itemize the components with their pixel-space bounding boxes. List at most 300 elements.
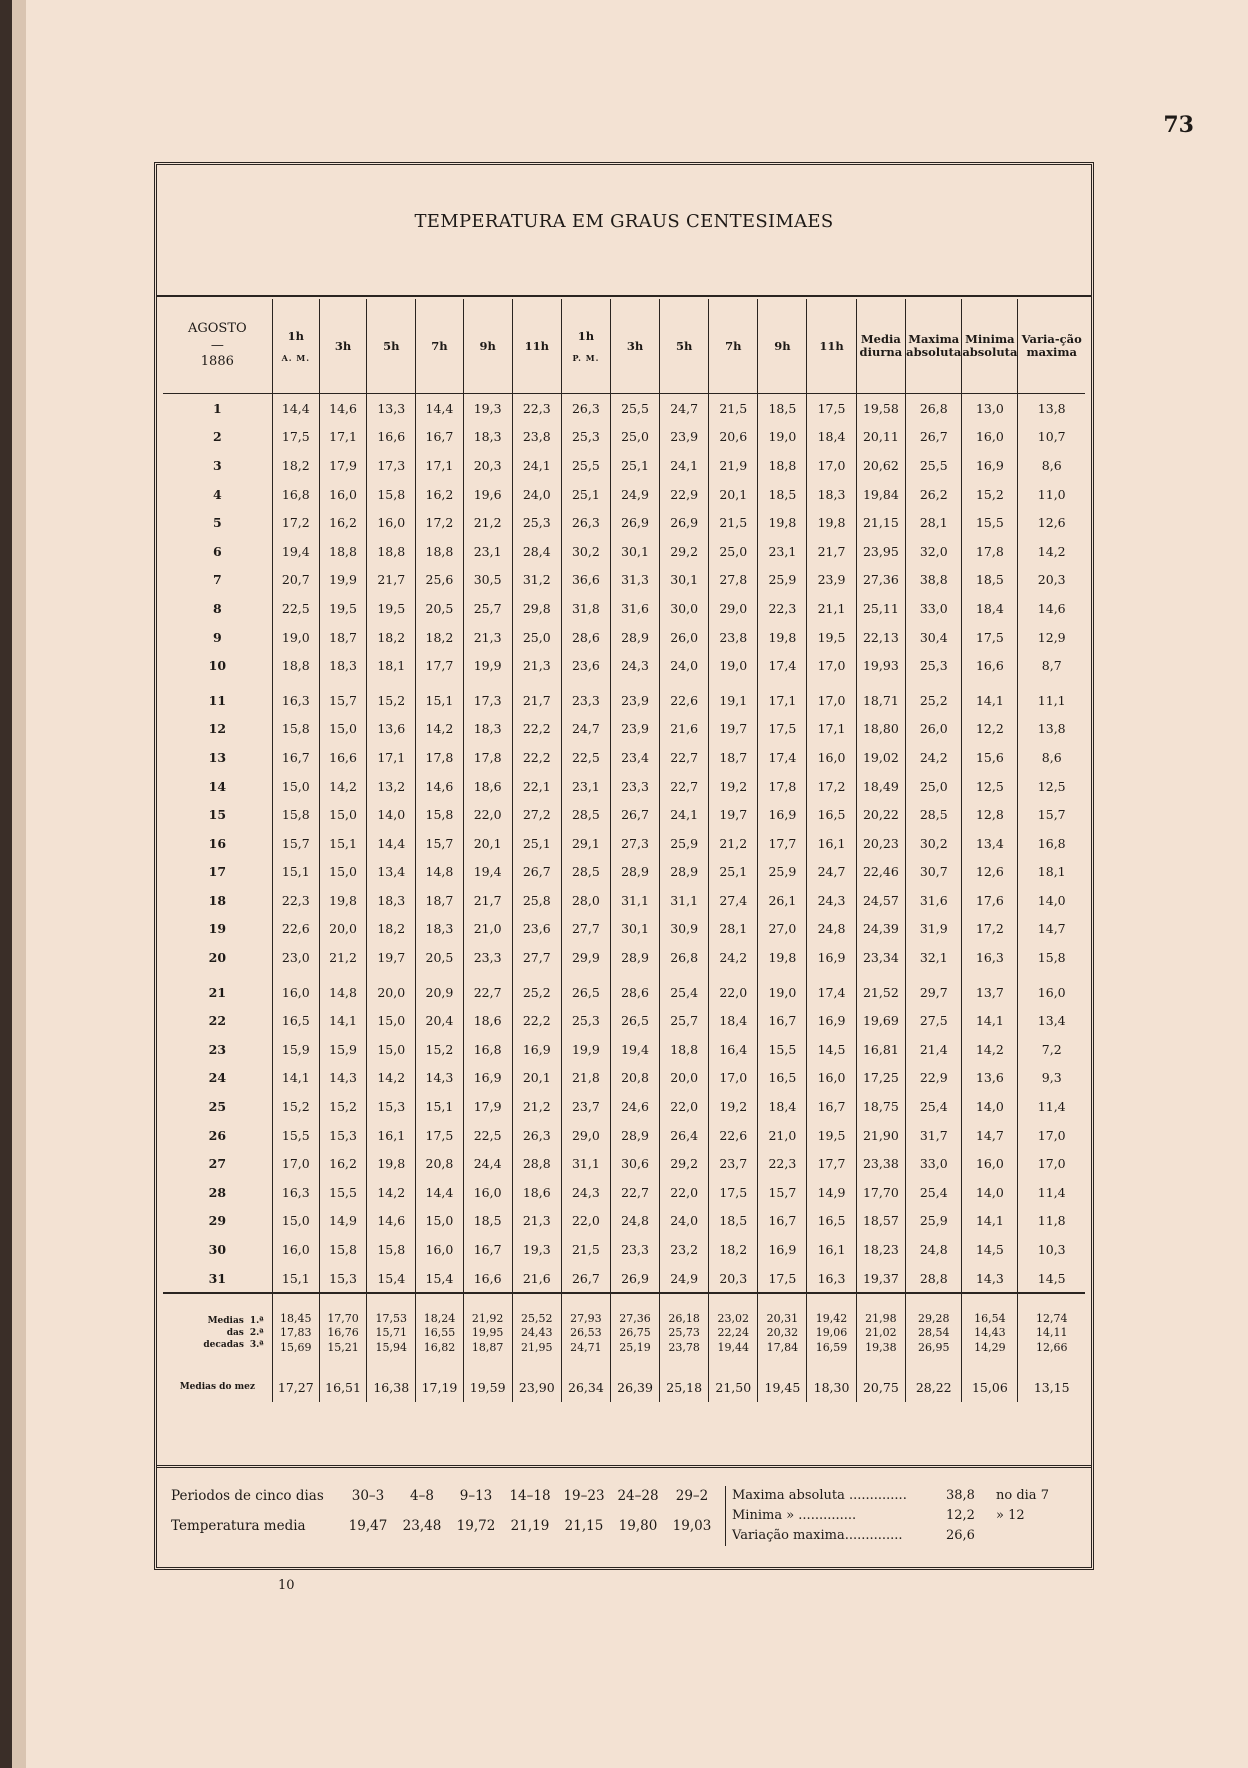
table-cell: 28,9 — [610, 1121, 659, 1150]
table-cell: 22,0 — [561, 1207, 610, 1236]
decade-mean-value: 18,24 — [423, 1311, 456, 1325]
decade-mean-value: 14,43 — [974, 1326, 1006, 1340]
table-cell: 28,5 — [561, 800, 610, 829]
table-cell: 18,3 — [416, 915, 463, 944]
table-cell: 22,9 — [660, 480, 709, 509]
table-cell: 16,9 — [962, 451, 1018, 480]
temp-media-row — [171, 1518, 719, 1534]
table-cell: 32,1 — [906, 943, 962, 972]
decade-mean-value: 16,82 — [423, 1340, 456, 1354]
table-cell: 17,0 — [1018, 1149, 1085, 1178]
table-cell: 15,2 — [272, 1092, 319, 1121]
table-cell: 14,6 — [416, 772, 463, 801]
table-cell: 11,1 — [1018, 686, 1085, 715]
table-cell: 14,2 — [962, 1035, 1018, 1064]
table-cell: 16,2 — [416, 480, 463, 509]
table-cell: 19,6 — [463, 480, 512, 509]
table-row — [163, 886, 1085, 915]
table-cell: 17,25 — [856, 1064, 906, 1093]
table-cell: 23,3 — [610, 772, 659, 801]
table-cell: 21,2 — [512, 1092, 561, 1121]
table-cell: 22,46 — [856, 858, 906, 887]
table-cell: 27,5 — [906, 1006, 962, 1035]
table-cell: 25,0 — [709, 537, 758, 566]
am-label: A. M. — [281, 353, 311, 363]
table-cell: 16,7 — [272, 743, 319, 772]
table-cell: 13,2 — [367, 772, 416, 801]
table-cell: 25,5 — [610, 394, 659, 423]
table-cell: 26,0 — [906, 715, 962, 744]
decade-means-label — [163, 1293, 272, 1372]
table-row — [163, 1121, 1085, 1150]
table-cell: 27,3 — [610, 829, 659, 858]
table-cell: 24,7 — [660, 394, 709, 423]
month-mean-cell: 15,06 — [962, 1372, 1018, 1402]
table-cell: 18,1 — [1018, 858, 1085, 887]
table-cell: 10,7 — [1018, 423, 1085, 452]
decade-means-cell — [906, 1293, 962, 1372]
table-row — [163, 1178, 1085, 1207]
decade-mean-value: 18,45 — [280, 1311, 312, 1325]
hour-header: 1h A. M. — [272, 299, 319, 394]
table-cell: 23,7 — [561, 1092, 610, 1121]
table-cell: 20 — [208, 950, 227, 966]
table-row — [163, 1006, 1085, 1035]
decade-mean-value: 19,38 — [865, 1340, 897, 1354]
table-cell: 31,6 — [610, 594, 659, 623]
table-cell: 14,9 — [319, 1207, 366, 1236]
decade-mean-value: 27,93 — [570, 1311, 602, 1325]
table-cell: 15,0 — [319, 858, 366, 887]
table-cell: 15,4 — [416, 1264, 463, 1294]
table-cell: 15,1 — [416, 686, 463, 715]
table-cell: 25,7 — [463, 594, 512, 623]
table-cell: 13,6 — [962, 1064, 1018, 1093]
table-cell: 18,8 — [660, 1035, 709, 1064]
table-cell: 21,3 — [512, 1207, 561, 1236]
table-cell: 21,7 — [367, 566, 416, 595]
decade-mean-value: 17,53 — [375, 1311, 408, 1325]
table-cell: 21,0 — [758, 1121, 807, 1150]
table-cell: 19,3 — [512, 1235, 561, 1264]
month-mean-cell: 26,39 — [610, 1372, 659, 1402]
table-cell: 28,9 — [610, 858, 659, 887]
page-edge — [12, 0, 26, 1768]
table-cell: 17,4 — [758, 651, 807, 680]
maxima-absoluta-header: Maxima absoluta — [906, 299, 962, 394]
hour-header: 3h — [610, 299, 659, 394]
table-cell: 16,9 — [758, 800, 807, 829]
table-cell: 17,5 — [758, 715, 807, 744]
table-cell: 17,9 — [463, 1092, 512, 1121]
table-cell: 17,2 — [416, 508, 463, 537]
table-cell: 22,0 — [463, 800, 512, 829]
table-cell: 14,2 — [319, 772, 366, 801]
temp-media-value: 21,15 — [564, 1518, 604, 1534]
table-cell: 14,0 — [962, 1092, 1018, 1121]
table-cell: 31 — [208, 1270, 227, 1286]
table-cell: 31,1 — [660, 886, 709, 915]
table-cell: 28,1 — [906, 508, 962, 537]
table-cell: 16,0 — [807, 743, 856, 772]
table-cell: 15,9 — [272, 1035, 319, 1064]
table-cell: 9,3 — [1018, 1064, 1085, 1093]
table-cell: 21,7 — [512, 686, 561, 715]
table-cell: 17,8 — [962, 537, 1018, 566]
table-cell: 25,1 — [512, 829, 561, 858]
table-cell: 24,2 — [906, 743, 962, 772]
table-cell: 24,7 — [807, 858, 856, 887]
table-cell: 15,3 — [319, 1121, 366, 1150]
table-row — [163, 423, 1085, 452]
table-cell: 16,0 — [807, 1064, 856, 1093]
table-row — [163, 651, 1085, 680]
table-cell: 16,9 — [807, 943, 856, 972]
table-cell: 30,6 — [610, 1149, 659, 1178]
table-cell: 20,4 — [416, 1006, 463, 1035]
decade-mean-value: 12,66 — [1035, 1340, 1068, 1354]
table-cell: 14,3 — [416, 1064, 463, 1093]
table-cell: 14,0 — [1018, 886, 1085, 915]
table-cell: 18,80 — [856, 715, 906, 744]
table-cell: 15,4 — [367, 1264, 416, 1294]
table-cell: 16,4 — [709, 1035, 758, 1064]
table-cell: 19,7 — [709, 715, 758, 744]
decade-mean-value: 21,98 — [865, 1311, 897, 1325]
temp-media-value: 19,72 — [456, 1518, 496, 1534]
table-cell: 17,5 — [758, 1264, 807, 1294]
table-cell: 14,1 — [962, 1006, 1018, 1035]
table-cell: 12,2 — [962, 715, 1018, 744]
table-cell: 17,70 — [856, 1178, 906, 1207]
period-value: 30–3 — [351, 1488, 385, 1504]
table-cell: 15,9 — [319, 1035, 366, 1064]
table-cell: 28,9 — [660, 858, 709, 887]
table-cell: 17,0 — [709, 1064, 758, 1093]
table-cell: 20,3 — [463, 451, 512, 480]
table-cell: 19,0 — [758, 423, 807, 452]
table-cell: 23,9 — [660, 423, 709, 452]
table-cell: 17,1 — [367, 743, 416, 772]
table-cell: 25,0 — [610, 423, 659, 452]
table-cell: 27,8 — [709, 566, 758, 595]
table-cell: 28,1 — [709, 915, 758, 944]
table-cell: 21,3 — [463, 623, 512, 652]
table-cell: 26,8 — [660, 943, 709, 972]
table-cell: 18,2 — [367, 915, 416, 944]
month-dash: — — [210, 337, 224, 353]
table-cell: 31,9 — [906, 915, 962, 944]
table-cell: 16,3 — [807, 1264, 856, 1294]
table-cell: 18,6 — [463, 772, 512, 801]
table-cell: 8,7 — [1018, 651, 1085, 680]
table-row — [163, 686, 1085, 715]
table-cell: 20,9 — [416, 978, 463, 1007]
table-cell: 20,8 — [416, 1149, 463, 1178]
table-cell: 9 — [212, 629, 222, 645]
table-cell: 17,5 — [416, 1121, 463, 1150]
hour-header: 11h — [512, 299, 561, 394]
table-cell: 20,22 — [856, 800, 906, 829]
table-row — [163, 508, 1085, 537]
table-cell: 31,3 — [610, 566, 659, 595]
sheet-number: 10 — [278, 1578, 295, 1593]
table-cell: 16,7 — [758, 1006, 807, 1035]
table-cell: 11,0 — [1018, 480, 1085, 509]
table-cell: 21 — [208, 984, 227, 1000]
decade-mean-value: 25,73 — [668, 1326, 700, 1340]
table-cell: 17,0 — [1018, 1121, 1085, 1150]
table-row — [163, 537, 1085, 566]
temp-media-value: 23,48 — [402, 1518, 442, 1534]
table-cell: 25,6 — [416, 566, 463, 595]
table-cell: 28,9 — [610, 623, 659, 652]
table-cell: 14,1 — [272, 1064, 319, 1093]
table-cell: 18,49 — [856, 772, 906, 801]
table-cell: 29,8 — [512, 594, 561, 623]
table-cell: 25,5 — [561, 451, 610, 480]
table-cell: 19,02 — [856, 743, 906, 772]
table-cell: 12,8 — [962, 800, 1018, 829]
table-cell: 25,1 — [610, 451, 659, 480]
table-cell: 14,5 — [1018, 1264, 1085, 1294]
table-cell: 24,4 — [463, 1149, 512, 1178]
table-cell: 20,7 — [272, 566, 319, 595]
decade-mean-value: 23,02 — [717, 1311, 750, 1325]
table-cell: 19,1 — [709, 686, 758, 715]
table-cell: 18,4 — [758, 1092, 807, 1121]
table-cell: 29,1 — [561, 829, 610, 858]
table-cell: 28 — [208, 1184, 227, 1200]
table-cell: 23,0 — [272, 943, 319, 972]
table-cell: 16,6 — [319, 743, 366, 772]
table-cell: 15,1 — [272, 1264, 319, 1294]
table-cell: 30,4 — [906, 623, 962, 652]
table-cell: 15,8 — [272, 800, 319, 829]
table-cell: 29,7 — [906, 978, 962, 1007]
table-cell: 22,2 — [512, 1006, 561, 1035]
table-cell: 15,8 — [1018, 943, 1085, 972]
table-cell: 28,6 — [610, 978, 659, 1007]
table-cell: 36,6 — [561, 566, 610, 595]
hour-header: 11h — [807, 299, 856, 394]
table-cell: 14,5 — [962, 1235, 1018, 1264]
table-cell: 26,9 — [660, 508, 709, 537]
table-cell: 31,2 — [512, 566, 561, 595]
table-cell: 19,58 — [856, 394, 906, 423]
table-cell: 27,2 — [512, 800, 561, 829]
table-cell: 19,2 — [709, 1092, 758, 1121]
table-cell: 25,1 — [709, 858, 758, 887]
period-value: 29–2 — [675, 1488, 709, 1504]
table-cell: 16,5 — [807, 1207, 856, 1236]
table-cell: 14,2 — [367, 1178, 416, 1207]
table-cell: 16,0 — [962, 1149, 1018, 1178]
table-cell: 18,5 — [463, 1207, 512, 1236]
decade-mean-value: 12,74 — [1035, 1311, 1068, 1325]
table-cell: 10 — [208, 658, 227, 674]
hour-header: 9h — [463, 299, 512, 394]
table-cell: 14,7 — [962, 1121, 1018, 1150]
table-row — [163, 451, 1085, 480]
table-cell: 15,1 — [272, 858, 319, 887]
table-cell: 20,1 — [709, 480, 758, 509]
table-cell: 29,0 — [561, 1121, 610, 1150]
table-cell: 20,5 — [416, 943, 463, 972]
table-cell: 15,8 — [367, 480, 416, 509]
title-box — [157, 165, 1091, 297]
table-cell: 21,5 — [709, 394, 758, 423]
table-cell: 21,2 — [319, 943, 366, 972]
table-cell: 19,0 — [758, 978, 807, 1007]
table-cell: 18,8 — [758, 451, 807, 480]
table-cell: 16,5 — [272, 1006, 319, 1035]
table-cell: 25,2 — [512, 978, 561, 1007]
table-cell: 24,8 — [906, 1235, 962, 1264]
decade-means-cell — [1018, 1293, 1085, 1372]
table-cell: 15,7 — [319, 686, 366, 715]
table-cell: 22,1 — [512, 772, 561, 801]
table-cell: 30,5 — [463, 566, 512, 595]
table-cell: 24,39 — [856, 915, 906, 944]
table-cell: 18,6 — [512, 1178, 561, 1207]
table-cell: 15,2 — [367, 686, 416, 715]
table-cell: 16,0 — [272, 1235, 319, 1264]
table-cell: 24,0 — [660, 1207, 709, 1236]
table-cell: 16,7 — [807, 1092, 856, 1121]
decade-means-cell — [610, 1293, 659, 1372]
table-cell: 21,15 — [856, 508, 906, 537]
table-row — [163, 1264, 1085, 1294]
table-row — [163, 772, 1085, 801]
temp-media-label: Temperatura media — [171, 1518, 306, 1534]
table-cell: 19,8 — [807, 508, 856, 537]
table-cell: 14,6 — [367, 1207, 416, 1236]
table-cell: 16,1 — [807, 829, 856, 858]
decade-mean-value: 17,84 — [766, 1340, 799, 1354]
table-cell: 15,8 — [367, 1235, 416, 1264]
decade-mean-value: 26,75 — [619, 1326, 651, 1340]
table-cell: 24,7 — [561, 715, 610, 744]
table-cell: 31,1 — [610, 886, 659, 915]
table-cell: 25,5 — [906, 451, 962, 480]
table-cell: 14,7 — [1018, 915, 1085, 944]
footer-summary — [157, 1465, 1091, 1568]
table-cell: 21,8 — [561, 1064, 610, 1093]
table-row — [163, 1207, 1085, 1236]
table-cell: 26,7 — [906, 423, 962, 452]
table-cell: 12,6 — [962, 858, 1018, 887]
table-cell: 21,90 — [856, 1121, 906, 1150]
decade-mean-value: 17,83 — [280, 1326, 312, 1340]
table-cell: 13 — [208, 749, 227, 765]
table-cell: 22,3 — [272, 886, 319, 915]
table-cell: 22,0 — [660, 1178, 709, 1207]
table-cell: 16,0 — [367, 508, 416, 537]
table-row — [163, 978, 1085, 1007]
table-cell: 17,1 — [758, 686, 807, 715]
table-cell: 29,9 — [561, 943, 610, 972]
table-cell: 15,8 — [319, 1235, 366, 1264]
table-cell: 14,2 — [416, 715, 463, 744]
table-cell: 18,2 — [416, 623, 463, 652]
table-cell: 21,1 — [807, 594, 856, 623]
table-cell: 29,0 — [709, 594, 758, 623]
decade-mean-value: 15,69 — [280, 1340, 312, 1354]
decade-mean-value: 24,43 — [521, 1326, 553, 1340]
table-cell: 25,9 — [906, 1207, 962, 1236]
table-cell: 14,6 — [319, 394, 366, 423]
table-cell: 25,3 — [561, 1006, 610, 1035]
table-cell: 14,2 — [1018, 537, 1085, 566]
table-cell: 25,3 — [512, 508, 561, 537]
table-cell: 3 — [212, 457, 222, 473]
table-cell: 15,5 — [758, 1035, 807, 1064]
table-cell: 25,7 — [660, 1006, 709, 1035]
table-cell: 24,1 — [660, 800, 709, 829]
table-cell: 17,5 — [272, 423, 319, 452]
table-row — [163, 858, 1085, 887]
table-cell: 21,7 — [807, 537, 856, 566]
table-cell: 18,1 — [367, 651, 416, 680]
table-cell: 19,8 — [758, 623, 807, 652]
table-cell: 24,2 — [709, 943, 758, 972]
table-cell: 21,3 — [512, 651, 561, 680]
table-cell: 23,2 — [660, 1235, 709, 1264]
decade-mean-value: 27,36 — [619, 1311, 651, 1325]
table-cell: 22,7 — [660, 772, 709, 801]
table-cell: 14,4 — [416, 1178, 463, 1207]
table-cell: 19,69 — [856, 1006, 906, 1035]
table-cell: 25,4 — [906, 1178, 962, 1207]
table-cell: 22,0 — [709, 978, 758, 1007]
table-cell: 15,0 — [272, 772, 319, 801]
month-mean-cell: 20,75 — [856, 1372, 906, 1402]
table-cell: 19,9 — [319, 566, 366, 595]
table-cell: 14,8 — [319, 978, 366, 1007]
table-cell: 23,9 — [610, 715, 659, 744]
table-cell: 23,38 — [856, 1149, 906, 1178]
month-mean-cell: 21,50 — [709, 1372, 758, 1402]
decade-mean-value: 15,21 — [327, 1340, 359, 1354]
table-cell: 23,95 — [856, 537, 906, 566]
periods-label: Periodos de cinco dias — [171, 1488, 324, 1504]
decade-mean-value: 21,92 — [471, 1311, 504, 1325]
table-cell: 17,8 — [758, 772, 807, 801]
table-cell: 16,7 — [463, 1235, 512, 1264]
table-cell: 21,6 — [512, 1264, 561, 1294]
table-cell: 18,3 — [807, 480, 856, 509]
table-cell: 27,7 — [512, 943, 561, 972]
table-title: TEMPERATURA EM GRAUS CENTESIMAES — [414, 211, 834, 232]
table-cell: 30,2 — [906, 829, 962, 858]
table-cell: 16,8 — [1018, 829, 1085, 858]
table-cell: 17,7 — [758, 829, 807, 858]
month-means-row — [163, 1372, 1085, 1402]
table-cell: 15,2 — [962, 480, 1018, 509]
table-row — [163, 623, 1085, 652]
table-cell: 19,4 — [463, 858, 512, 887]
hour-header: 1h P. M. — [561, 299, 610, 394]
month-means-label: Medias do mez — [179, 1382, 255, 1393]
table-cell: 18,7 — [319, 623, 366, 652]
table-cell: 18,3 — [463, 715, 512, 744]
decade-mean-value: 20,32 — [766, 1326, 799, 1340]
table-cell: 19,4 — [610, 1035, 659, 1064]
table-cell: 17,5 — [807, 394, 856, 423]
table-cell: 23,34 — [856, 943, 906, 972]
decade-means-cell — [561, 1293, 610, 1372]
